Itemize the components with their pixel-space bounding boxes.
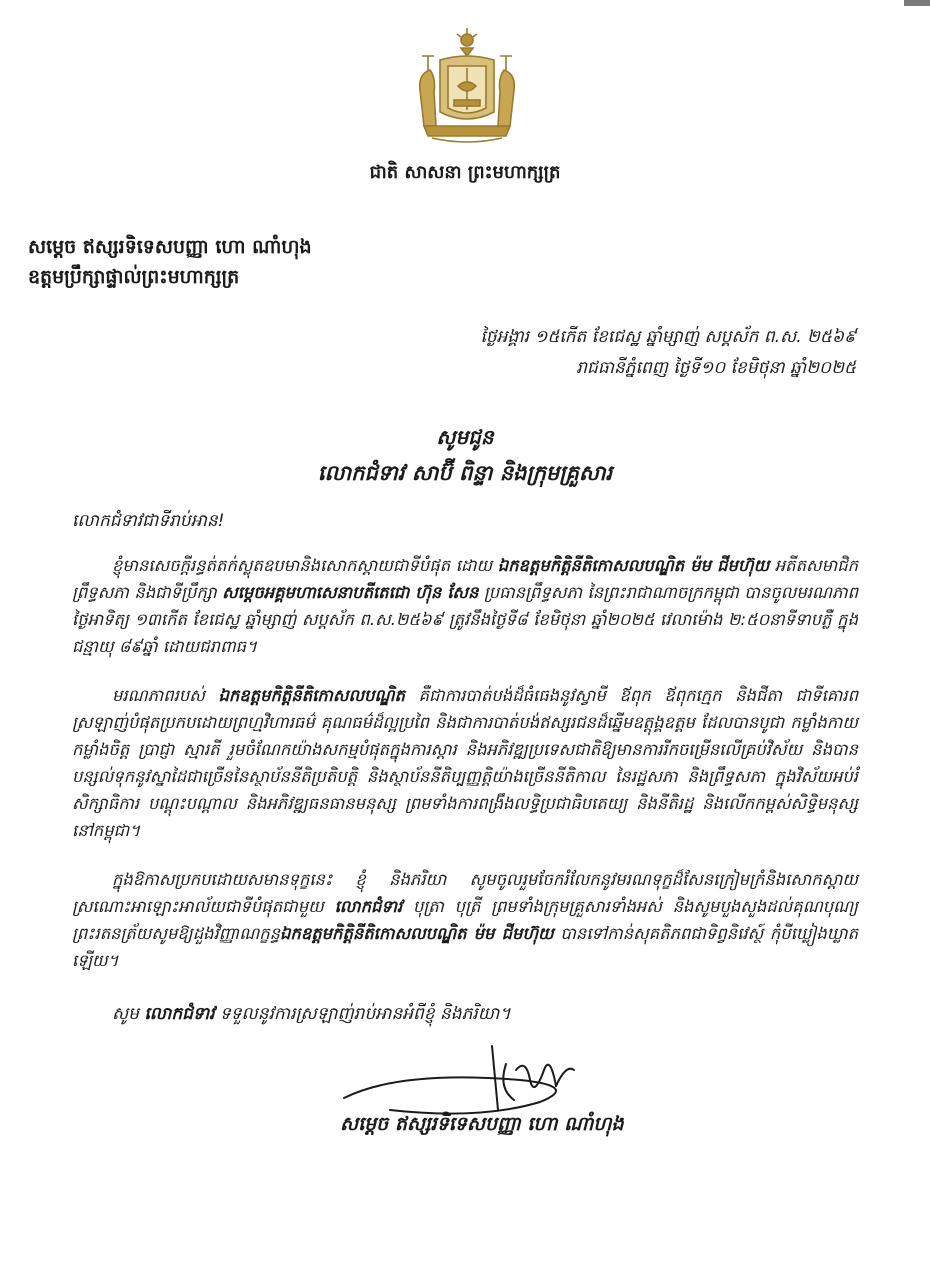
paragraph-2-text-a: មរណភាពរបស់ [112,686,219,705]
date-lunar: ថ្ងៃអង្គារ ១៥កើត ខែជេស្ឋ ឆ្នាំម្សាញ់ សប្តស័ក ព.ស. ២៥៦៩ [480,327,856,347]
paragraph-3 [72,866,858,974]
paragraph-1 [72,552,858,660]
closing-text-a: សូម [112,1004,145,1024]
deceased-name-2: ឯកឧត្តមកិត្តិនីតិកោសលបណ្ឌិត ម៉ម ជីមហ៊ុយ [280,924,554,943]
scan-corner-mark [904,0,930,6]
paragraph-2 [72,682,858,844]
royal-coat-of-arms-icon [414,26,520,146]
senate-president-name: សម្តេចអគ្គមហាសេនាបតីតេជោ ហ៊ុន សែន [222,583,479,602]
handwritten-signature-icon [330,1040,660,1120]
closing-text-c: ទទួលនូវការស្រឡាញ់រាប់អានអំពីខ្ញុំ និងភរិយា។ [214,1004,511,1024]
sender-title: ឧត្តមប្រឹក្សាផ្ទាល់ព្រះមហាក្សត្រ [28,266,240,288]
recipient-name: លោកជំទាវ សាប៊ី ពិន្ទា និងក្រុមគ្រួសារ [317,461,613,485]
letter-greeting: លោកជំទាវជាទីរាប់អាន! [72,511,225,531]
recipient-honorific: លោកជំទាវ [334,897,403,916]
deceased-title: ឯកឧត្តមកិត្តិនីតិកោសលបណ្ឌិត [218,686,405,705]
paragraph-1-text-a: ខ្ញុំមានសេចក្តីរន្ធត់តក់ស្លុតឧបមានិងសោកស្តាយជាទីបំផុត ដោយ [112,556,498,575]
date-solar-place: រាជធានីភ្នំពេញ ថ្ងៃទី១០ ខែមិថុនា ឆ្នាំ២០២៥ [576,358,856,378]
paragraph-3-text-c: បុត្រា បុត្រី ព្រមទាំងក្រុមគ្រួសារទាំងអស់ និងសូមបួងសួងដល់គុណបុណ្យព្រះរតនត្រ័យសូមឱ្យដួងវិញ្ញាណក្ខន្ធ [72,897,858,943]
sender-name: សម្តេច ឥស្សរទិទេសបញ្ញា ហោ ណាំហុង [28,236,312,258]
national-motto: ជាតិ សាសនា ព្រះមហាក្សត្រ [369,162,561,183]
closing-line [112,1003,511,1028]
paragraph-3-text-e: បានទៅកាន់សុគតិភពជាទិព្វនិវេស្ថ៍ កុំបីឃ្លៀងឃ្លាតឡើយ។ [72,924,858,970]
paragraph-2-text-c: គឺជាការបាត់បង់ដ៏ធំធេងនូវស្វាមី ឪពុក ឪពុកក្មេក និងជីតា ជាទីគោរពស្រឡាញ់បំផុតប្រកបដោយព្រហ្មវិហារធម៌ គុណធម៌ដ៏ល្អប្រពៃ និងជាការបាត់បង់ឥស្សរជនដ៏ឆ្នើមឧត្តុង្គឧត្តម ដែលបានបូជា កម្លាំងកាយ កម្លាំងចិត្ត ប្រាជ្ញា ស្មារតី រួមចំណែកយ៉ាងសកម្មបំផុតក្នុងការស្តារ និងអភិវឌ្ឍប្រទេសជាតិឱ្យមានការរីកចម្រើនលើគ្រប់វិស័យ និងបានបន្សល់ទុកនូវស្នាដៃជាច្រើននៃស្ថាប័ននីតិប្រតិបត្តិ និងស្ថាប័ននីតិប្បញ្ញត្តិយ៉ាងច្រើននីតិកាល នៃរដ្ឋសភា និងព្រឹទ្ធសភា ក្នុងវិស័យអប់រំ សិក្សាធិការ បណ្តុះបណ្តាល និងអភិវឌ្ឍធនធានមនុស្ស ព្រមទាំងការពង្រឹងលទ្ធិប្រជាធិបតេយ្យ និងនីតិរដ្ឋ និងលើកកម្ពស់សិទ្ធិមនុស្សនៅកម្ពុជា។ [72,686,858,840]
paragraph-3-text-a: ក្នុងឱកាសប្រកបដោយសមានទុក្ខនេះ ខ្ញុំ និងភរិយា សូមចូលរួមចែករំលែកនូវមរណទុក្ខដ៏សែនក្រៀមក្រំនិងសោកស្តាយស្រណោះអាឡោះអាល័យជាទីបំផុតជាមួយ [72,870,858,916]
deceased-name: ឯកឧត្តមកិត្តិនីតិកោសលបណ្ឌិត ម៉ម ជីមហ៊ុយ [497,556,770,575]
signer-name: សម្តេច ឥស្សរទិទេសបញ្ញា ហោ ណាំហុង [340,1113,624,1135]
closing-honorific: លោកជំទាវ [144,1004,215,1024]
sender-block [28,232,312,292]
paragraph-1-text-c: អតីតសមាជិកព្រឹទ្ធសភា និងជាទីប្រឹក្សា [72,556,859,602]
recipient-to: សូមជូន [436,425,494,449]
paragraph-1-text-e: ប្រធានព្រឹទ្ធសភា នៃព្រះរាជាណាចក្រកម្ពុជា បានចូលមរណភាពថ្ងៃអាទិត្យ ១៣កើត ខែជេស្ឋ ឆ្នាំម្សាញ់ សប្តស័ក ព.ស.២៥៦៩ ត្រូវនឹងថ្ងៃទី៨ ខែមិថុនា ឆ្នាំ២០២៥ វេលាម៉ោង ២:៥០នាទីទាបភ្លឺ ក្នុងជន្មាយុ ៨៩ឆ្នាំ ដោយជរាពាធ។ [72,583,858,656]
